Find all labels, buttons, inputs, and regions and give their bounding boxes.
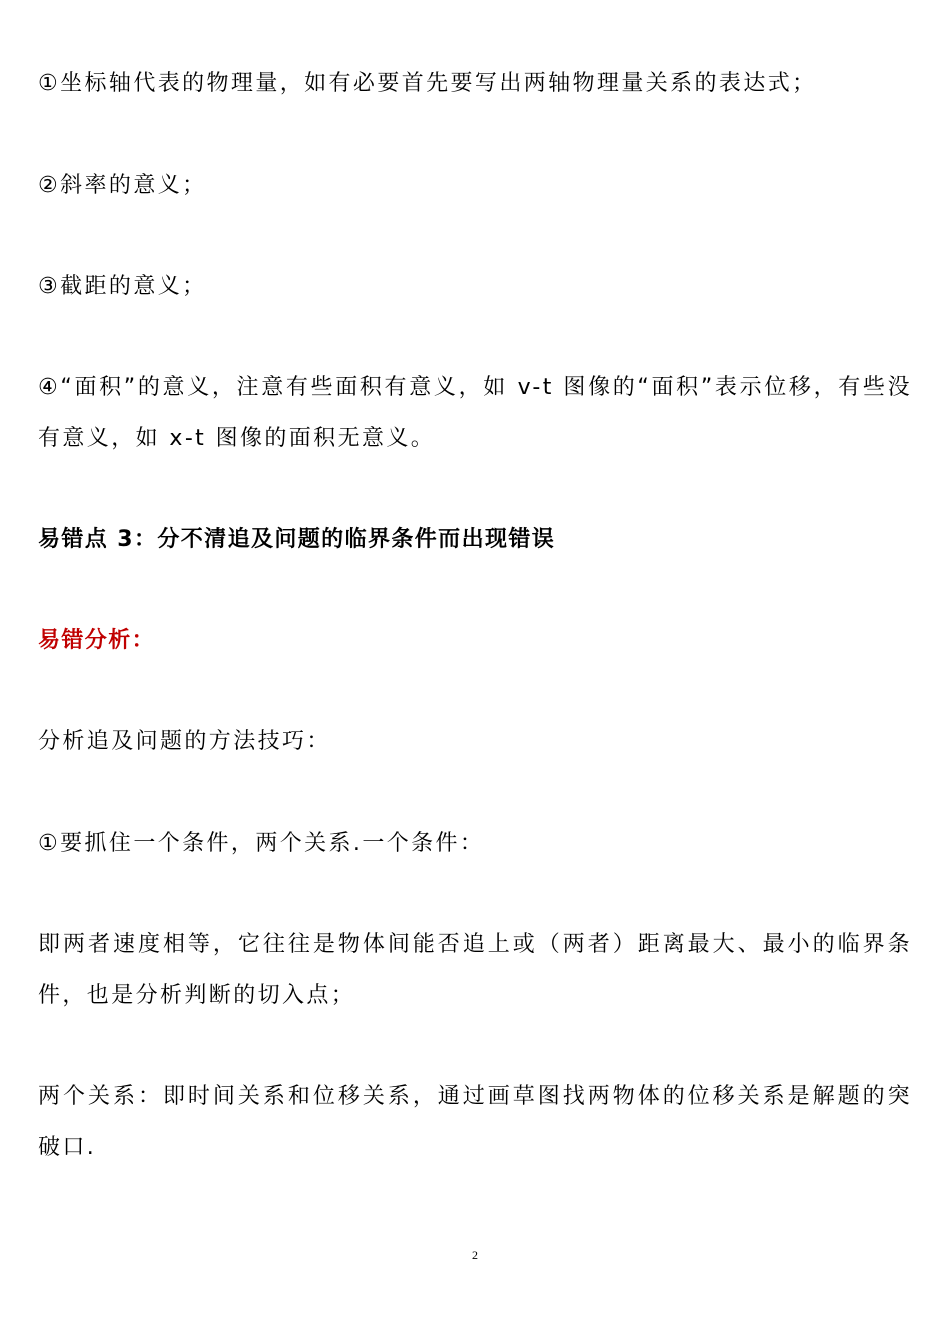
error-point-3-heading: 易错点 3：分不清追及问题的临界条件而出现错误	[38, 527, 556, 552]
one-condition-two-relations-item: ①要抓住一个条件，两个关系.一个条件：	[38, 831, 485, 856]
graph-axis-meaning-item: ①坐标轴代表的物理量，如有必要首先要写出两轴物理量关系的表达式；	[38, 71, 817, 96]
critical-condition-paragraph: 即两者速度相等，它往往是物体间能否追上或（两者）距离最大、最小的临界条件，也是分析判断的切入点；	[38, 932, 912, 1008]
slope-meaning-item: ②斜率的意义；	[38, 173, 207, 198]
pursuit-method-intro: 分析追及问题的方法技巧：	[38, 729, 331, 754]
area-meaning-item: ④“面积”的意义，注意有些面积有意义，如 v-t 图像的“面积”表示位移，有些没有意义，如 x-t 图像的面积无意义。	[38, 375, 912, 451]
two-relations-paragraph: 两个关系：即时间关系和位移关系，通过画草图找两物体的位移关系是解题的突破口.	[38, 1084, 912, 1160]
page-number: 2	[472, 1248, 478, 1262]
error-analysis-label: 易错分析：	[38, 628, 156, 653]
intercept-meaning-item: ③截距的意义；	[38, 274, 207, 299]
